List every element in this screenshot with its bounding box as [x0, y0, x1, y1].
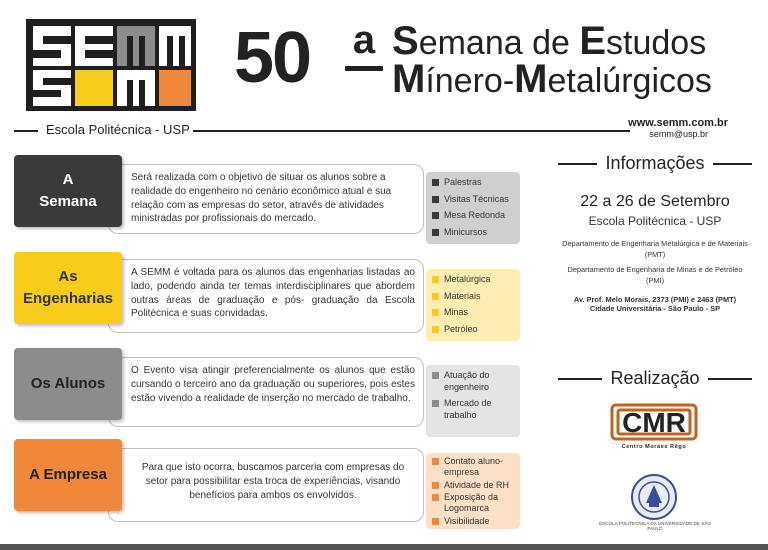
list-item: Mesa Redonda [432, 210, 514, 222]
tag-a-empresa: A Empresa [14, 439, 122, 511]
event-dates: 22 a 26 de Setembro [580, 193, 730, 210]
company-list [426, 453, 520, 529]
list-item: Minas [432, 307, 514, 319]
engineering-list [426, 269, 520, 341]
description-os-alunos: O Evento visa atingir preferencialmente os alunos que estão cursando o terceiro ano da graduação ou superiores, pois estes estão vivendo a realidade de inserção no mercado de trabalho. [108, 357, 424, 427]
realizacao-heading: Realização [550, 368, 760, 389]
semm-logo [26, 19, 196, 111]
list-item: Minicursos [432, 227, 514, 239]
description-a-semana: Será realizada com o objetivo de situar os alunos sobre a realidade do engenheiro no cenário econômico atual e sua relação com as empresas do setor, através de atividades ministradas por profissionais do mercado. [108, 164, 424, 234]
department-pmi: Departamento de Engenharia de Minas e de Petróleo (PMI) [567, 265, 743, 286]
cmr-caption: Centro Moraes Rêgo [621, 444, 687, 450]
list-item: Visibilidade [432, 516, 514, 527]
list-item: Palestras [432, 177, 514, 189]
list-item: Atividade de RH [432, 480, 514, 491]
activities-list [426, 172, 520, 244]
tag-os-alunos: Os Alunos [14, 348, 122, 420]
event-title-line1: Semana de Estudos [392, 19, 707, 63]
tag-a-semana: A Semana [14, 155, 122, 227]
description-a-empresa: Para que isto ocorra, buscamos parceria com empresas do setor para possibilitar esta troca de experiências, visando benefícios para ambos os envolvidos. [108, 448, 424, 522]
department-pmt: Departamento de Engenharia Metalúrgica e de Materiais (PMT) [562, 239, 748, 260]
usp-seal-icon [630, 473, 678, 521]
address: Av. Prof. Melo Morais, 2373 (PMI) e 2463 (PMT) Cidade Universitária - São Paulo - SP [573, 295, 737, 313]
usp-caption: ESCOLA POLITÉCNICA DA UNIVERSIDADE DE SÃO PAULO [599, 521, 711, 531]
info-heading: Informações [550, 153, 760, 174]
divider-left [14, 130, 38, 132]
list-item: Atuação do engenheiro [432, 370, 514, 393]
list-item: Metalúrgica [432, 274, 514, 286]
website-link[interactable]: www.semm.com.br [628, 117, 728, 129]
list-item: Exposição da Logomarca [432, 492, 514, 514]
list-item: Visitas Técnicas [432, 194, 514, 206]
ordinal-underline [345, 66, 383, 71]
edition-ordinal: a [352, 18, 376, 62]
students-list [426, 365, 520, 437]
list-item: Petróleo [432, 324, 514, 336]
list-item: Mercado de trabalho [432, 398, 514, 421]
event-title-line2: Mínero-Metalúrgicos [392, 57, 712, 101]
tag-as-engenharias: As Engenharias [14, 252, 122, 324]
cmr-logo [608, 401, 700, 451]
list-item: Materiais [432, 291, 514, 303]
list-item: Contato aluno-empresa [432, 456, 514, 478]
event-venue: Escola Politécnica - USP [588, 214, 722, 228]
school-name: Escola Politécnica - USP [46, 122, 190, 137]
divider-main [193, 130, 630, 132]
edition-number: 50 [234, 18, 311, 98]
description-as-engenharias: A SEMM é voltada para os alunos das engenharias listadas ao lado, podendo ainda ter temas interdisciplinares que abordem outras áreas de graduação e pós- graduação da Escola Politécnica e suas convidadas. [108, 259, 424, 333]
email-link[interactable]: semm@usp.br [649, 129, 708, 139]
cmr-logo-letters: CMR [622, 407, 686, 438]
bottom-bar [0, 544, 768, 550]
